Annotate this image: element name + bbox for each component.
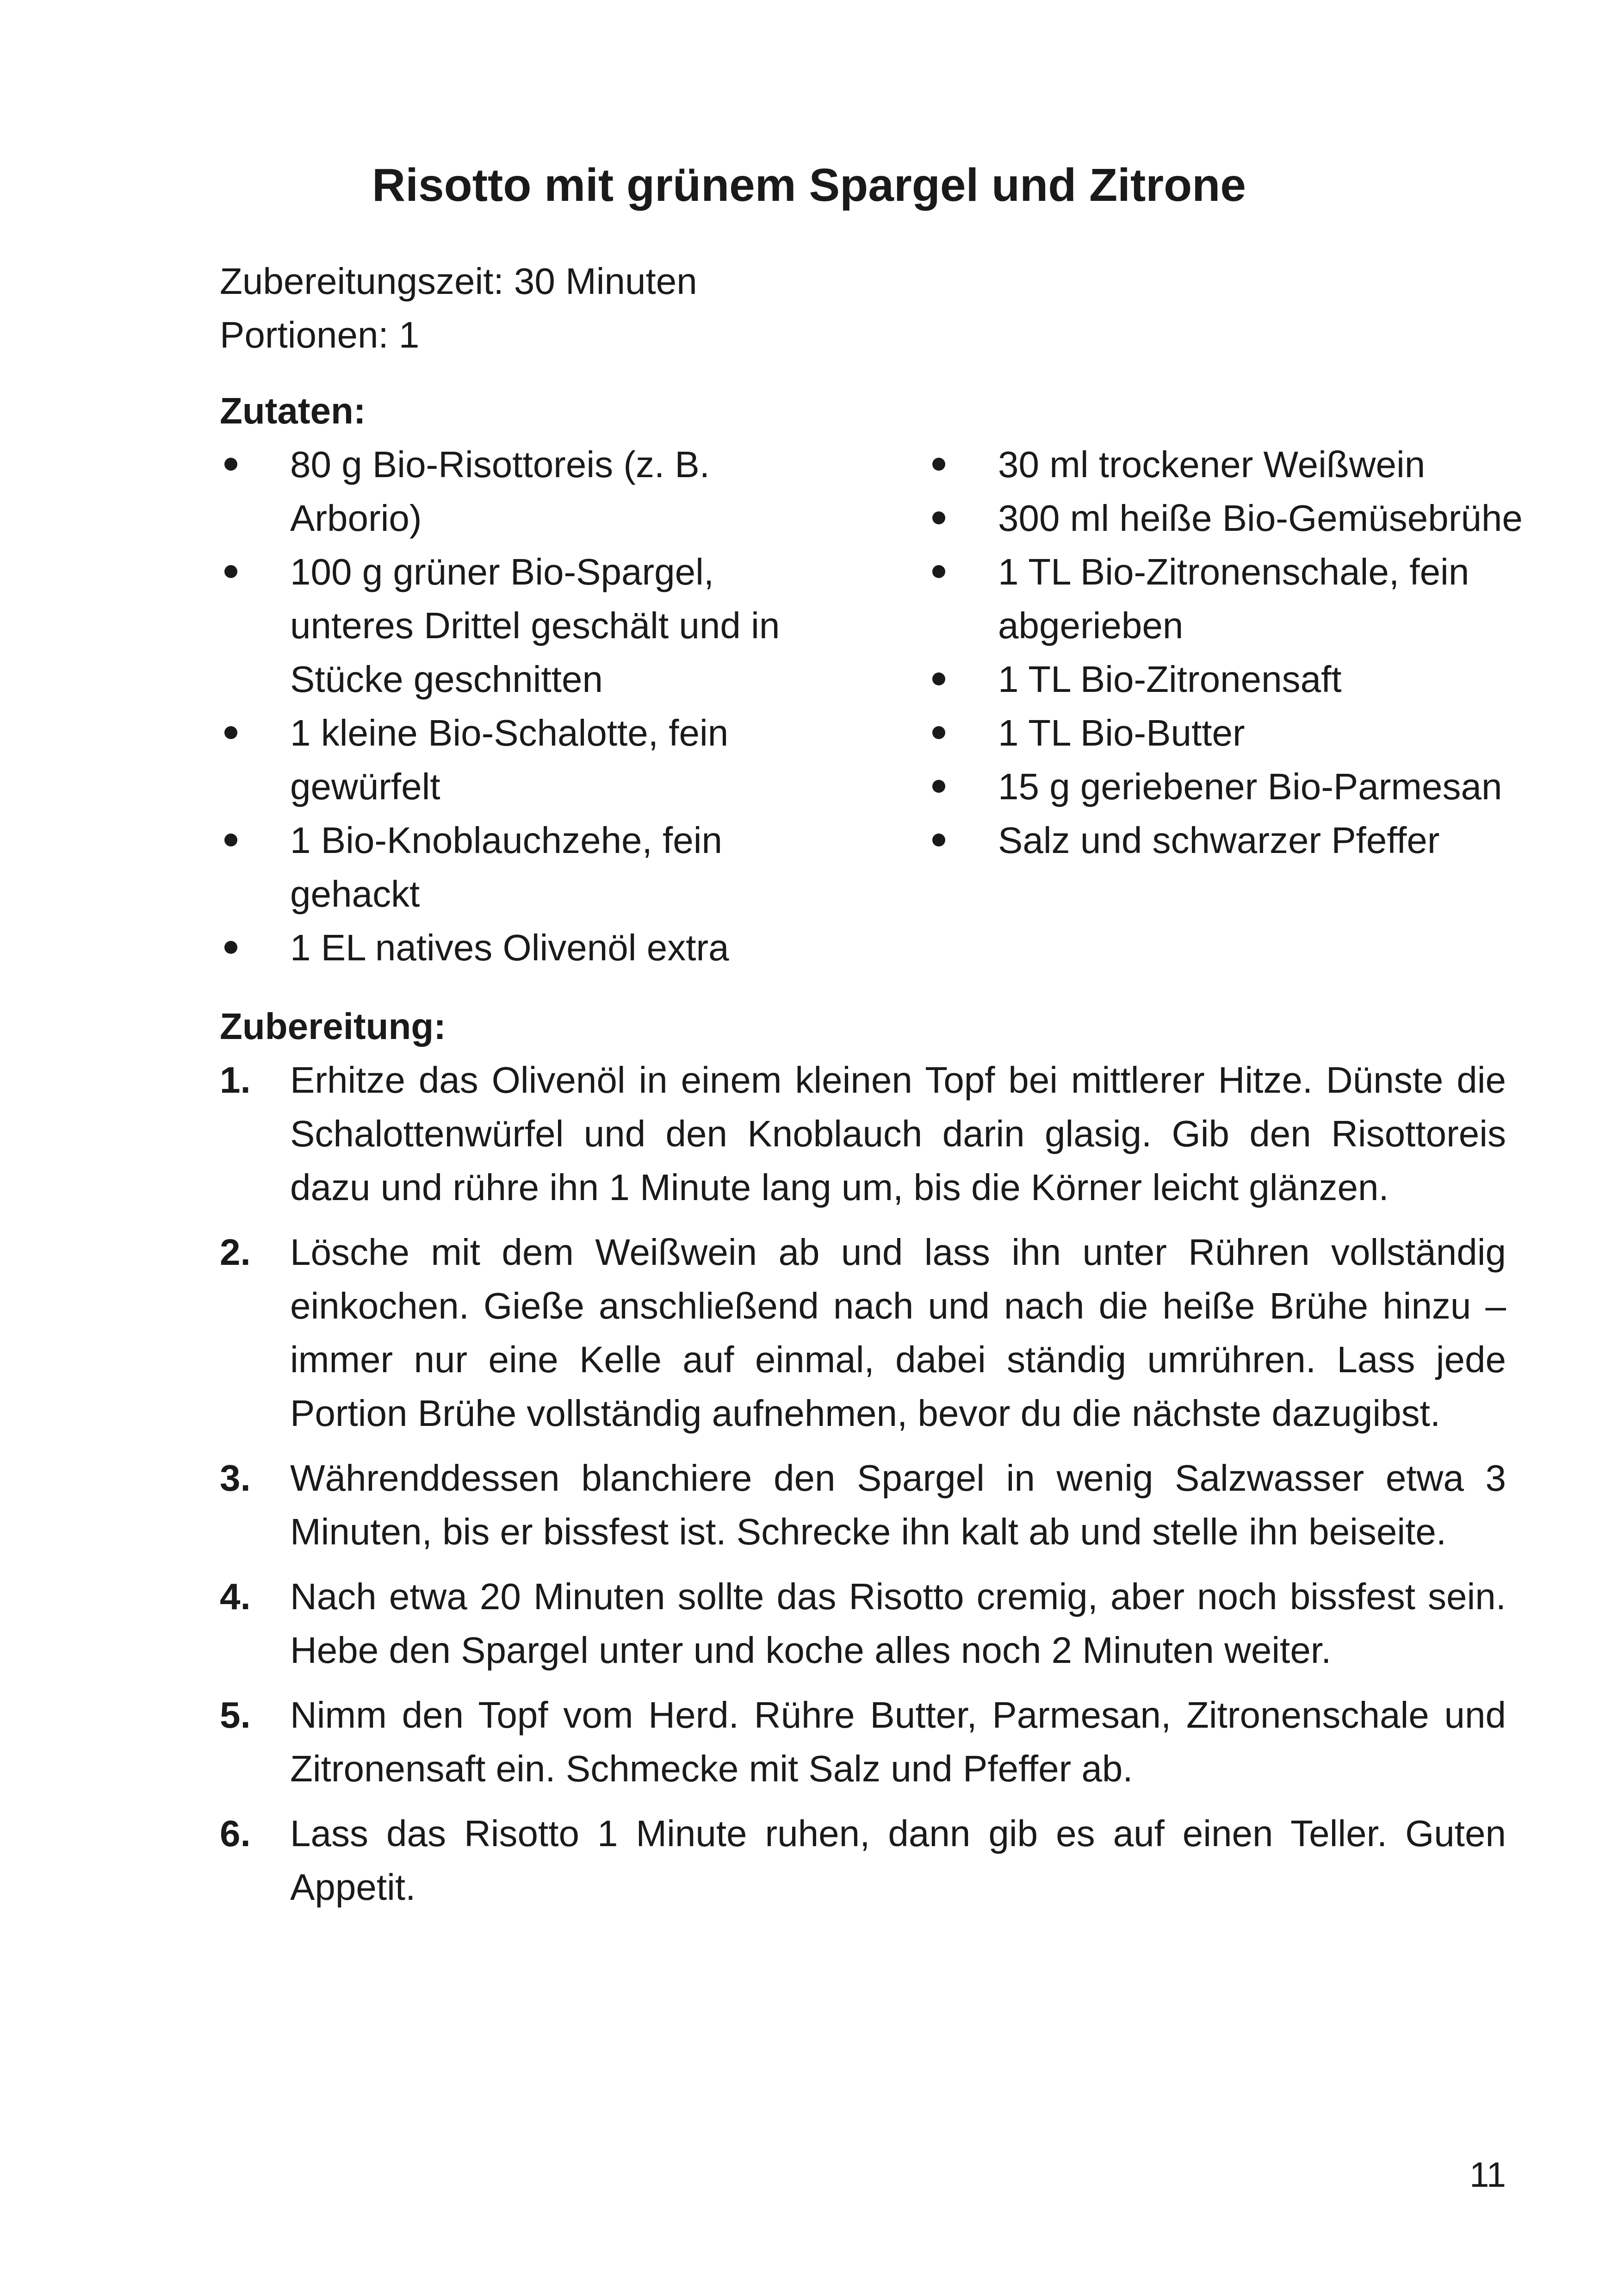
- ingredient-item: 1 EL natives Olivenöl extra: [220, 921, 803, 975]
- step-text: Nimm den Topf vom Herd. Rühre Butter, Parmesan, Zitronenschale und Zitronensaft ein. Schmecke mit Salz und Pfeffer ab.: [290, 1694, 1506, 1789]
- step-number: 1.: [220, 1059, 251, 1101]
- step-item: [220, 1226, 1506, 1440]
- ingredient-item: 1 TL Bio-Zitronensaft: [928, 653, 1529, 706]
- step-item: [220, 1053, 1506, 1214]
- step-text: Nach etwa 20 Minuten sollte das Risotto cremig, aber noch bissfest sein. Hebe den Spargel unter und koche alles noch 2 Minuten weiter.: [290, 1576, 1506, 1671]
- step-number: 5.: [220, 1694, 251, 1736]
- step-text: Lass das Risotto 1 Minute ruhen, dann gib es auf einen Teller. Guten Appetit.: [290, 1813, 1506, 1908]
- ingredient-item: 1 kleine Bio-Schalotte, fein gewürfelt: [220, 706, 803, 814]
- step-number: 3.: [220, 1457, 251, 1499]
- ingredients-list-left: [220, 438, 803, 975]
- servings: Portionen: 1: [220, 314, 420, 355]
- ingredient-item: 100 g grüner Bio-Spargel, unteres Drittel geschält und in Stücke geschnitten: [220, 545, 803, 706]
- step-text: Währenddessen blanchiere den Spargel in wenig Salzwasser etwa 3 Minuten, bis er bissfest ist. Schrecke ihn kalt ab und stelle ihn beiseite.: [290, 1457, 1506, 1552]
- ingredient-item: 1 TL Bio-Butter: [928, 706, 1529, 760]
- step-item: [220, 1570, 1506, 1677]
- prep-time: Zubereitungszeit: 30 Minuten: [220, 261, 697, 302]
- ingredients-list-right: [928, 438, 1529, 867]
- preparation-steps: [220, 1053, 1506, 1925]
- step-item: [220, 1688, 1506, 1796]
- step-item: [220, 1807, 1506, 1914]
- ingredient-item: 80 g Bio-Risottoreis (z. B. Arborio): [220, 438, 803, 545]
- ingredient-item: 1 Bio-Knoblauchzehe, fein gehackt: [220, 814, 803, 921]
- page-number: 11: [1469, 2155, 1506, 2195]
- ingredient-item: 15 g geriebener Bio-Parmesan: [928, 760, 1529, 814]
- ingredients-heading: Zutaten:: [220, 390, 366, 431]
- ingredient-item: 30 ml trockener Weißwein: [928, 438, 1529, 492]
- ingredient-item: 300 ml heiße Bio-Gemüsebrühe: [928, 492, 1529, 545]
- step-number: 6.: [220, 1813, 251, 1854]
- step-text: Lösche mit dem Weißwein ab und lass ihn unter Rühren vollständig einkochen. Gieße anschließend nach und nach die heiße Brühe hinzu – immer nur eine Kelle auf einmal, dabei ständig umrühren. Lass jede Portion Brühe vollständig aufnehmen, bevor du die nächste dazugibst.: [290, 1232, 1506, 1434]
- recipe-meta: [220, 255, 697, 362]
- step-text: Erhitze das Olivenöl in einem kleinen Topf bei mittlerer Hitze. Dünste die Schalottenwürfel und den Knoblauch darin glasig. Gib den Risottoreis dazu und rühre ihn 1 Minute lang um, bis die Körner leicht glänzen.: [290, 1059, 1506, 1208]
- ingredient-item: 1 TL Bio-Zitronenschale, fein abgerieben: [928, 545, 1529, 653]
- step-number: 4.: [220, 1576, 251, 1617]
- ingredient-item: Salz und schwarzer Pfeffer: [928, 814, 1529, 867]
- preparation-heading: Zubereitung:: [220, 1006, 446, 1047]
- step-item: [220, 1451, 1506, 1559]
- recipe-title: Risotto mit grünem Spargel und Zitrone: [372, 159, 1246, 211]
- step-number: 2.: [220, 1232, 251, 1273]
